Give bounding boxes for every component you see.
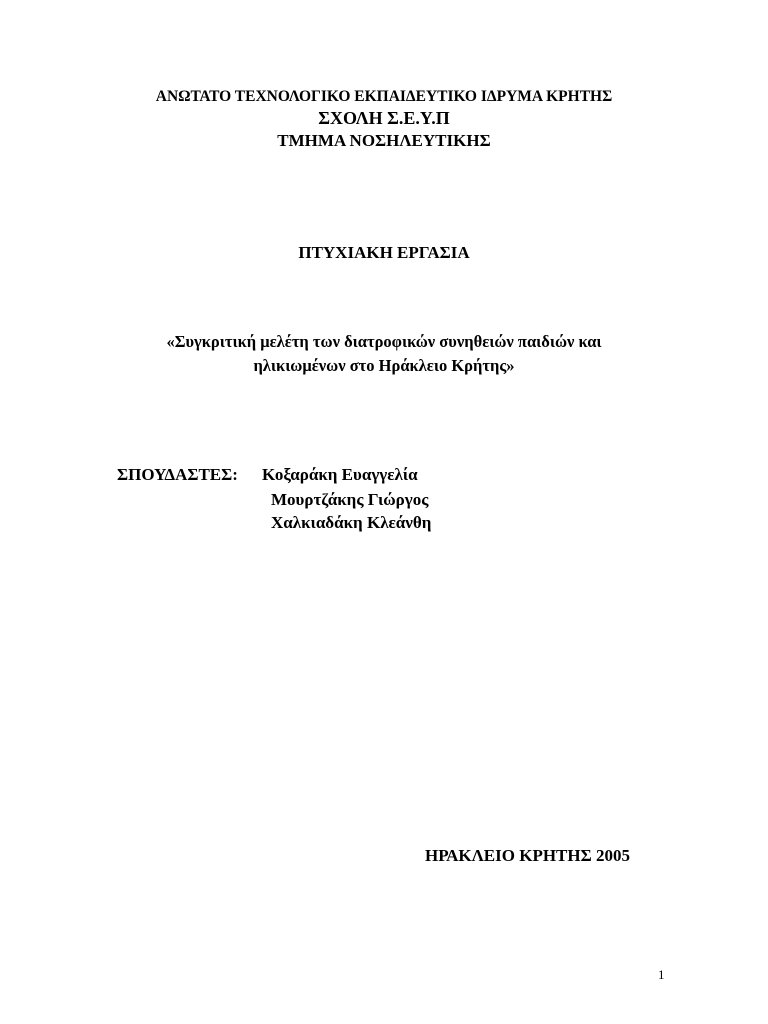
student-name: Μουρτζάκης Γιώργος xyxy=(271,490,429,509)
institution-name: ΑΝΩΤΑΤΟ ΤΕΧΝΟΛΟΓΙΚΟ ΕΚΠΑΙΔΕΥΤΙΚΟ ΙΔΡΥΜΑ ΚΡΗΤΗΣ xyxy=(155,88,613,105)
place-and-year: ΗΡΑΚΛΕΙΟ ΚΡΗΤΗΣ 2005 xyxy=(425,846,630,865)
students-label: ΣΠΟΥΔΑΣΤΕΣ: xyxy=(117,465,238,484)
thesis-label: ΠΤΥΧΙΑΚΗ ΕΡΓΑΣΙΑ xyxy=(298,243,470,262)
thesis-title-line-1: «Συγκριτική μελέτη των διατροφικών συνηθειών παιδιών και xyxy=(166,332,602,351)
page-number: 1 xyxy=(658,967,665,982)
student-name: Κοξαράκη Ευαγγελία xyxy=(262,465,418,484)
department-name: ΤΜΗΜΑ ΝΟΣΗΛΕΥΤΙΚΗΣ xyxy=(277,131,491,150)
thesis-title-line-2: ηλικιωμένων στο Ηράκλειο Κρήτης» xyxy=(253,356,515,375)
school-name: ΣΧΟΛΗ Σ.Ε.Υ.Π xyxy=(318,108,450,128)
student-name: Χαλκιαδάκη Κλεάνθη xyxy=(271,513,432,532)
